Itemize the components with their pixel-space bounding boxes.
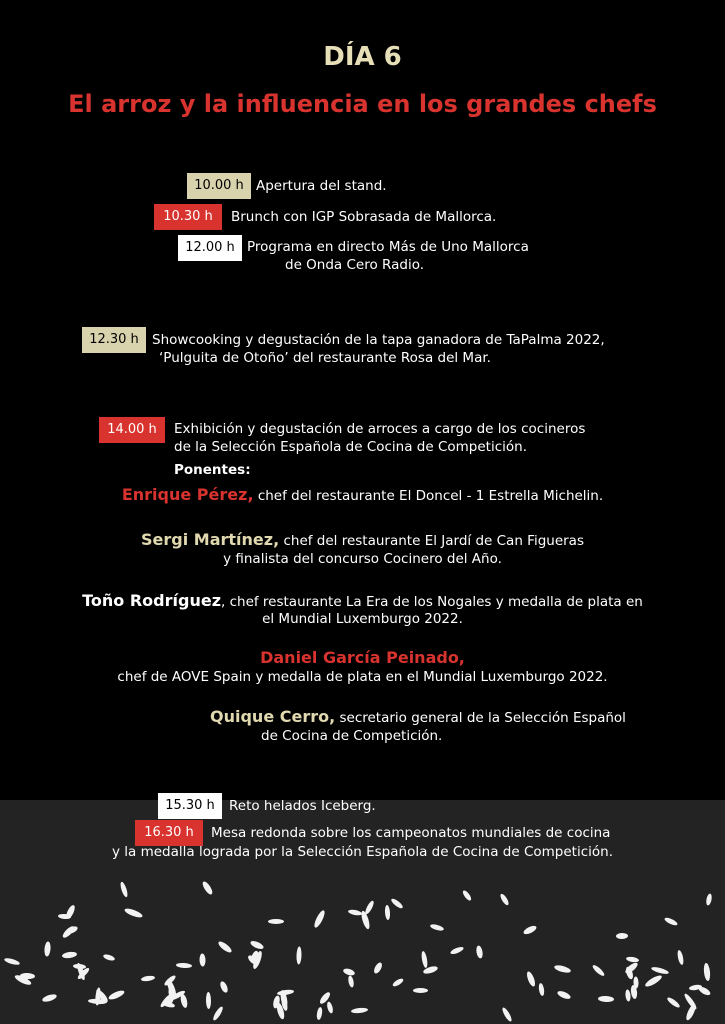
schedule-text-1230-line2: ‘Pulguita de Otoño’ del restaurante Rosa del Mar.	[159, 350, 491, 366]
speaker-name: Quique Cerro,	[210, 707, 336, 726]
time-badge-1030: 10.30 h	[154, 204, 222, 230]
speaker-quique	[210, 707, 626, 728]
rice-grain-icon	[108, 989, 126, 1001]
schedule-text-1200-line2: de Onda Cero Radio.	[285, 257, 425, 273]
rice-grain-icon	[212, 1005, 225, 1021]
rice-grain-icon	[62, 951, 78, 959]
rice-grain-icon	[4, 957, 21, 966]
time-badge-1630: 16.30 h	[135, 820, 203, 846]
rice-grain-icon	[316, 1007, 323, 1021]
schedule-text-1030: Brunch con IGP Sobrasada de Mallorca.	[231, 209, 497, 225]
rice-grain-icon	[348, 909, 363, 917]
rice-grain-icon	[616, 933, 628, 939]
speaker-daniel-role: chef de AOVE Spain y medalla de plata en el Mundial Luxemburgo 2022.	[117, 669, 608, 685]
speaker-sergi	[0, 530, 725, 551]
rice-grain-icon	[392, 977, 405, 988]
time-badge-1200: 12.00 h	[178, 235, 242, 261]
speaker-name: Enrique Pérez,	[121, 485, 254, 504]
page-subtitle: El arroz y la influencia en los grandes chefs	[68, 90, 657, 118]
speaker-daniel-name	[0, 648, 725, 669]
rice-grain-icon	[626, 956, 640, 963]
speaker-role: secretario general de la Selección Español	[339, 710, 626, 726]
speaker-sergi-line2: y finalista del concurso Cocinero del Año.	[223, 551, 502, 567]
rice-grain-icon	[58, 913, 71, 919]
rice-grain-icon	[141, 975, 156, 982]
rice-grain-icon	[65, 925, 78, 935]
rice-grain-icon	[475, 945, 483, 959]
rice-grain-icon	[103, 953, 116, 961]
rice-grain-icon	[676, 950, 684, 966]
rice-grain-icon	[538, 983, 545, 997]
rice-grain-icon	[591, 964, 605, 978]
rice-grain-icon	[499, 893, 510, 907]
schedule-text-1530: Reto helados Iceberg.	[229, 798, 376, 814]
rice-grain-icon	[217, 940, 233, 955]
rice-grain-icon	[651, 966, 670, 975]
rice-grain-icon	[501, 1006, 513, 1022]
rice-grain-icon	[313, 909, 327, 929]
rice-grain-icon	[347, 975, 354, 988]
rice-grain-icon	[705, 893, 712, 906]
rice-grain-icon	[326, 1001, 334, 1014]
time-badge-1530: 15.30 h	[158, 793, 222, 819]
time-badge-1000: 10.00 h	[187, 173, 251, 199]
schedule-text-1630-line1: Mesa redonda sobre los campeonatos mundiales de cocina	[211, 825, 611, 841]
speaker-enrique	[0, 485, 725, 506]
rice-grain-icon	[525, 970, 536, 987]
rice-grain-icon	[598, 996, 614, 1003]
speaker-role: , chef restaurante La Era de los Nogales y medalla de plata en	[221, 594, 643, 610]
rice-grain-icon	[41, 993, 57, 1003]
speaker-name: Daniel García Peinado,	[260, 648, 465, 667]
schedule-text-1630-line2: y la medalla lograda por la Selección Española de Cocina de Competición.	[112, 844, 613, 860]
rice-grain-icon	[206, 992, 211, 1009]
rice-grain-icon	[413, 988, 428, 993]
rice-grain-icon	[124, 907, 144, 919]
speaker-quique-line2: de Cocina de Competición.	[261, 728, 443, 744]
speaker-tono	[0, 591, 725, 612]
rice-grain-icon	[351, 1007, 368, 1014]
speaker-role: chef del restaurante El Jardí de Can Figueras	[283, 533, 584, 549]
rice-grain-icon	[44, 941, 51, 956]
rice-grain-icon	[342, 967, 355, 976]
rice-grain-icon	[664, 916, 679, 926]
rice-grain-icon	[219, 980, 229, 993]
rice-grain-icon	[384, 905, 390, 920]
rice-grain-icon	[556, 990, 571, 1001]
rice-grain-icon	[430, 923, 445, 932]
bottom-panel	[0, 800, 725, 1024]
schedule-text-1000: Apertura del stand.	[256, 178, 387, 194]
schedule-text-1230-line1: Showcooking y degustación de la tapa ganadora de TaPalma 2022,	[152, 332, 605, 348]
rice-grain-icon	[199, 953, 205, 966]
schedule-text-1200-line1: Programa en directo Más de Uno Mallorca	[247, 239, 529, 255]
rice-grain-icon	[421, 951, 429, 969]
day-title: DÍA 6	[323, 42, 402, 72]
rice-grain-icon	[461, 889, 472, 902]
speaker-name: Sergi Martínez,	[141, 530, 280, 549]
rice-grain-icon	[522, 924, 537, 936]
schedule-text-1400-line2: de la Selección Española de Cocina de Competición.	[174, 439, 527, 455]
rice-grain-icon	[119, 881, 129, 898]
rice-grain-icon	[201, 880, 214, 896]
speakers-heading: Ponentes:	[174, 462, 251, 478]
rice-grain-icon	[249, 939, 264, 950]
rice-grain-icon	[268, 919, 284, 924]
rice-grain-icon	[666, 996, 681, 1009]
time-badge-1230: 12.30 h	[82, 327, 146, 353]
speaker-tono-line2: el Mundial Luxemburgo 2022.	[262, 611, 463, 627]
speaker-role: chef del restaurante El Doncel - 1 Estrella Michelin.	[257, 488, 604, 504]
rice-grain-icon	[390, 897, 404, 910]
rice-grain-icon	[703, 963, 711, 982]
rice-grain-icon	[176, 962, 192, 968]
rice-grain-icon	[296, 946, 302, 964]
time-badge-1400: 14.00 h	[99, 417, 165, 443]
rice-grain-icon	[644, 974, 663, 989]
schedule-text-1400-line1: Exhibición y degustación de arroces a cargo de los cocineros	[174, 421, 586, 437]
speaker-name: Toño Rodríguez	[82, 591, 222, 610]
rice-grain-icon	[364, 900, 375, 916]
rice-grain-icon	[450, 946, 465, 956]
rice-grain-icon	[554, 964, 572, 974]
rice-grain-icon	[372, 961, 383, 974]
